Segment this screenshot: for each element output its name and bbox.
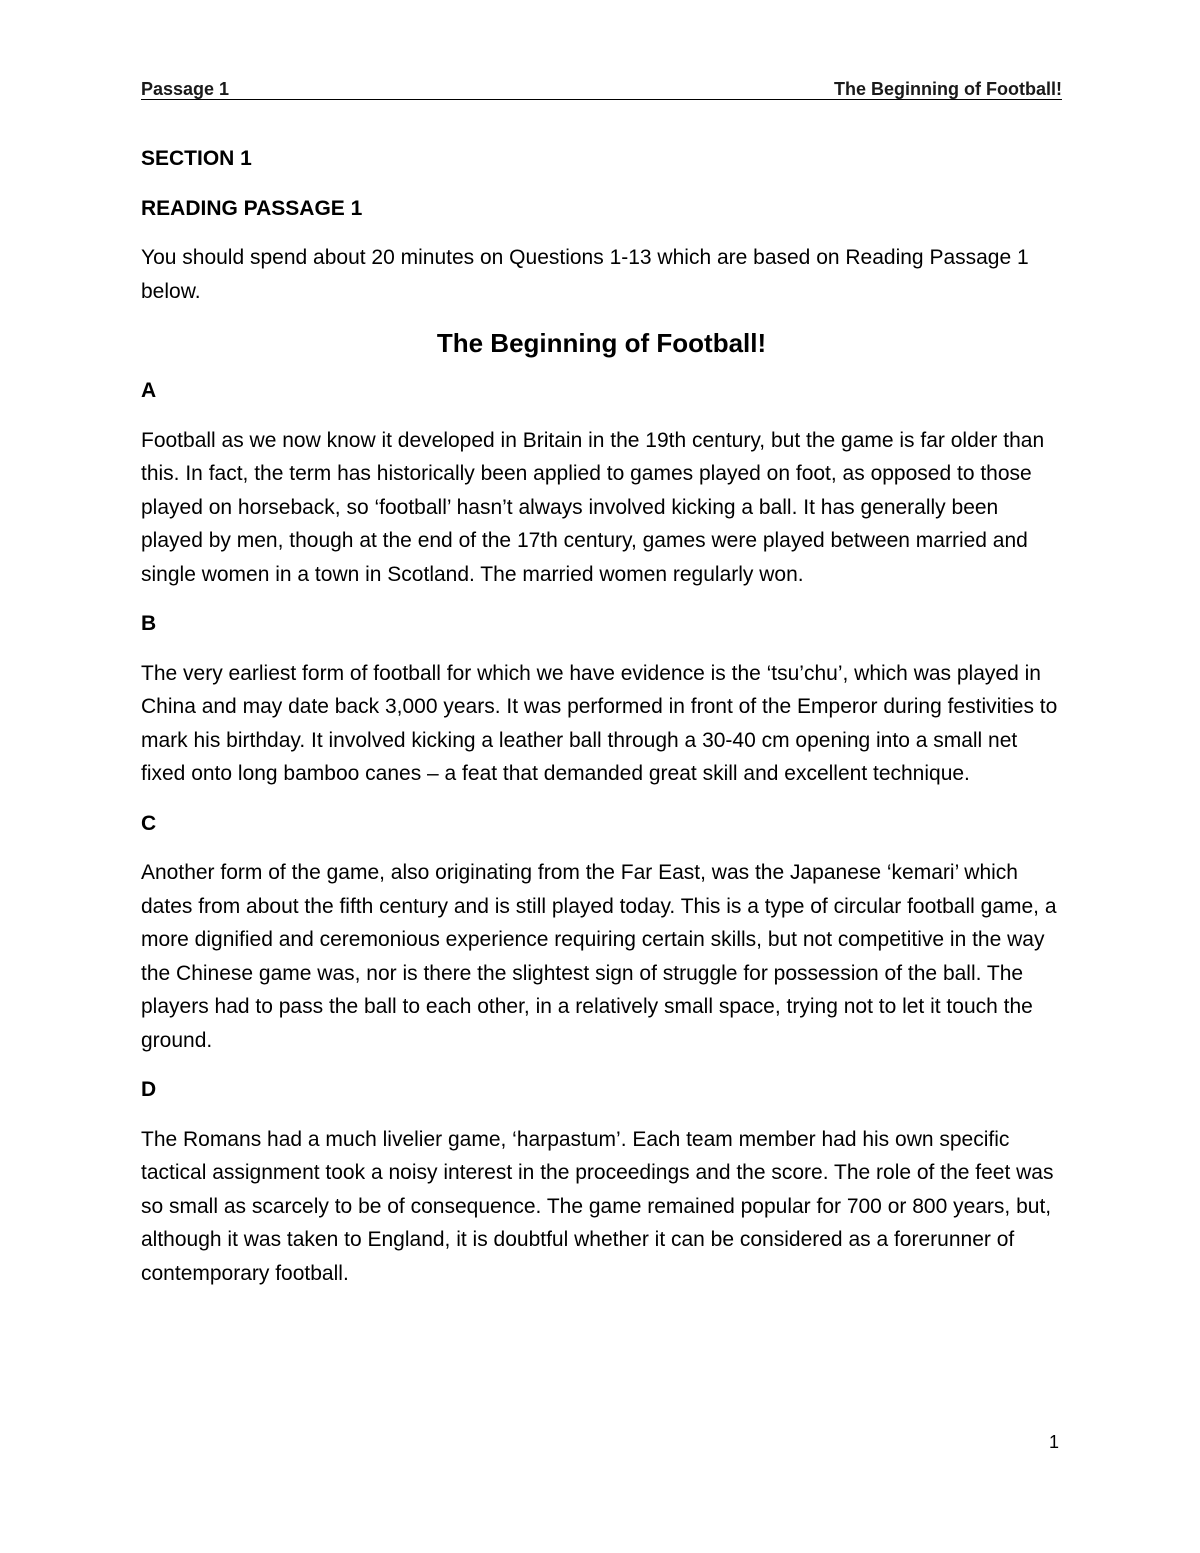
header-left: Passage 1 xyxy=(141,79,230,99)
paragraph-text-c: Another form of the game, also originating from the Far East, was the Japanese ‘kemari’ which dates from about the fifth century and is still played today. This is a type of circular football game, a more dignified and ceremonious experience requiring certain skills, but not competitive in the way the Chinese game was, nor is there the slightest sign of struggle for possession of the ball. The players had to pass the ball to each other, in a relatively small space, trying not to let it touch the ground. xyxy=(141,861,1057,1052)
passage-title: The Beginning of Football! xyxy=(436,328,767,358)
paragraph-text-d: The Romans had a much livelier game, ‘harpastum’. Each team member had his own specific tactical assignment took a noisy interest in the proceedings and the score. The role of the feet was so small as scarcely to be of consequence. The game remained popular for 700 or 800 years, but, although it was taken to England, it is doubtful whether it can be considered as a forerunner of contemporary football. xyxy=(141,1127,1054,1285)
section-label: SECTION 1 xyxy=(141,147,252,170)
page-content xyxy=(141,142,1062,1306)
paragraph-letter-c: C xyxy=(141,811,157,835)
paragraph-text-b: The very earliest form of football for which we have evidence is the ‘tsu’chu’, which was played in China and may date back 3,000 years. It was performed in front of the Emperor during festivities to mark his birthday. It involved kicking a leather ball through a 30-40 cm opening into a small net fixed onto long bamboo canes – a feat that demanded great skill and excellent technique. xyxy=(141,661,1058,785)
page-header xyxy=(141,74,1062,100)
header-right: The Beginning of Football! xyxy=(834,79,1062,99)
page-number: 1 xyxy=(1048,1432,1059,1452)
passage-label: READING PASSAGE 1 xyxy=(141,196,363,220)
instructions: You should spend about 20 minutes on Questions 1-13 which are based on Reading Passage 1 below. xyxy=(141,246,1029,303)
paragraph-letter-b: B xyxy=(141,612,157,635)
paragraph-text-a: Football as we now know it developed in Britain in the 19th century, but the game is far older than this. In fact, the term has historically been applied to games played on foot, as opposed to those played on horseback, so ‘football’ hasn’t always involved kicking a ball. It has generally been played by men, though at the end of the 17th century, games were played between married and single women in a town in Scotland. The married women regularly won. xyxy=(141,428,1045,586)
paragraph-letter-d: D xyxy=(141,1078,157,1101)
header-rule xyxy=(141,99,1062,100)
paragraph-letter-a: A xyxy=(141,379,157,402)
